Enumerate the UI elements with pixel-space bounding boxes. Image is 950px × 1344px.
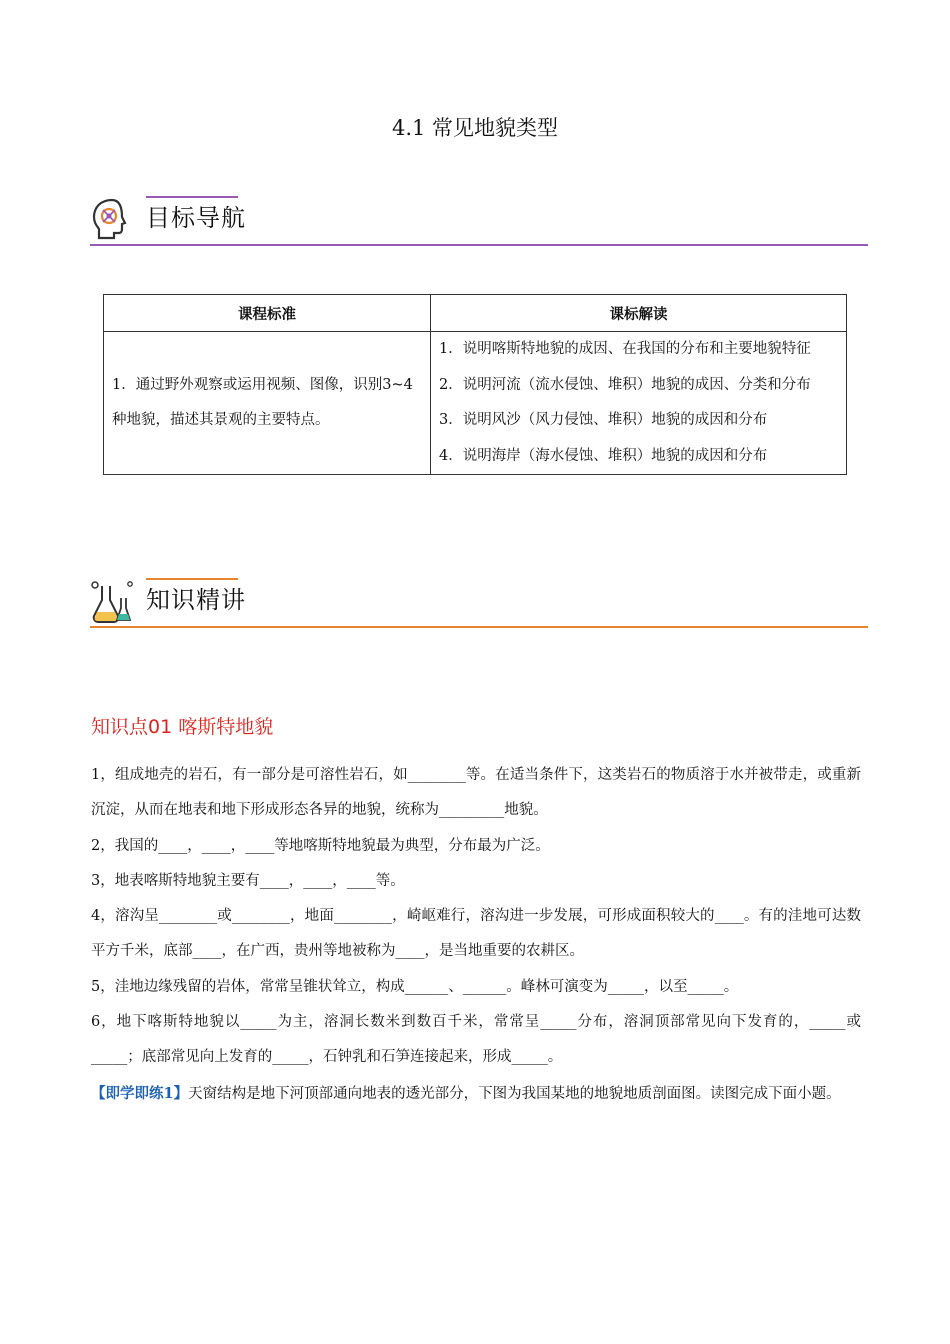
paragraph: 3，地表喀斯特地貌主要有____，____，____等。 xyxy=(91,872,405,889)
section-header-goals xyxy=(90,196,868,246)
section-title-knowledge: 知识精讲 xyxy=(146,586,246,614)
table-header-standard: 课程标准 xyxy=(104,295,431,332)
standards-table xyxy=(103,294,847,475)
flask-icon xyxy=(90,578,134,624)
practice-tag: 【即学即练1】 xyxy=(91,1084,189,1102)
standard-cell: 1．通过野外观察或运用视频、图像，识别3~4种地貌，描述其景观的主要特点。 xyxy=(104,332,431,475)
table-header-row xyxy=(104,295,847,332)
interpretation-item: 4．说明海岸（海水侵蚀、堆积）地貌的成因和分布 xyxy=(439,447,768,464)
paragraph: 5，洼地边缘残留的岩体，常常呈锥状耸立，构成______、______。峰林可演变为_____，以至_____。 xyxy=(91,978,739,995)
interpretation-item: 1．说明喀斯特地貌的成因、在我国的分布和主要地貌特征 xyxy=(439,341,811,357)
interpretation-cell xyxy=(431,332,847,475)
knowledge-point-body xyxy=(91,758,861,1112)
paragraph: 1，组成地壳的岩石，有一部分是可溶性岩石，如________等。在适当条件下，这类岩石的物质溶于水并被带走，或重新沉淀，从而在地表和地下形成形态各异的地貌，统称为_________地貌。 xyxy=(91,767,861,819)
page-title: 4.1 常见地貌类型 xyxy=(391,116,559,140)
head-gear-icon xyxy=(90,196,134,242)
table-row xyxy=(104,332,847,475)
practice-paragraph xyxy=(91,1076,861,1112)
section-title-goals: 目标导航 xyxy=(146,204,246,232)
section-divider xyxy=(90,244,868,246)
interpretation-item: 3．说明风沙（风力侵蚀、堆积）地貌的成因和分布 xyxy=(439,412,768,428)
paragraph: 4，溶沟呈________或________，地面________，崎岖难行，溶沟进一步发展，可形成面积较大的____。有的洼地可达数平方千米，底部____，在广西，贵州等地被称为____，是当地重要的农耕区。 xyxy=(91,908,861,960)
table-header-interpretation: 课标解读 xyxy=(431,295,847,332)
interpretation-item: 2．说明河流（流水侵蚀、堆积）地貌的成因、分类和分布 xyxy=(439,376,811,393)
knowledge-point-title: 知识点01 喀斯特地貌 xyxy=(91,716,274,738)
paragraph: 6，地下喀斯特地貌以_____为主，溶洞长数米到数百千米，常常呈_____分布，溶洞顶部常见向下发育的，_____或_____；底部常见向上发育的_____，石钟乳和石笋连接起来，形成_____。 xyxy=(91,1014,861,1066)
section-header-knowledge xyxy=(90,578,868,628)
practice-text: 天窗结构是地下河顶部通向地表的透光部分，下图为我国某地的地貌地质剖面图。读图完成下面小题。 xyxy=(188,1085,841,1102)
section-divider xyxy=(90,626,868,628)
paragraph: 2，我国的____，____，____等地喀斯特地貌最为典型，分布最为广泛。 xyxy=(91,837,550,854)
